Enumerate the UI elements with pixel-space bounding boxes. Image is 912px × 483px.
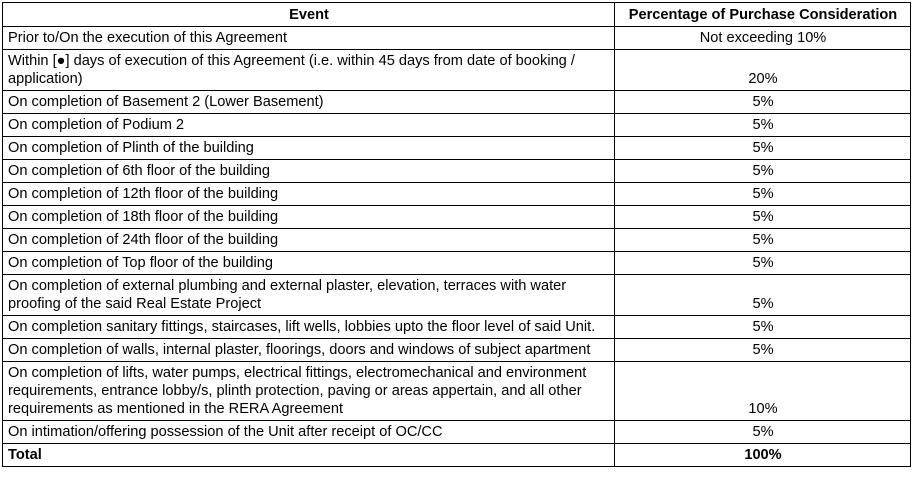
table-row xyxy=(3,50,911,91)
table-row xyxy=(3,362,911,421)
event-column-header: Event xyxy=(3,3,615,27)
percentage-cell: 5% xyxy=(615,316,911,339)
table-row xyxy=(3,339,911,362)
percentage-cell: 5% xyxy=(615,137,911,160)
table-row xyxy=(3,27,911,50)
percentage-cell: Not exceeding 10% xyxy=(615,27,911,50)
total-label: Total xyxy=(3,444,615,467)
event-cell: Within [●] days of execution of this Agreement (i.e. within 45 days from date of booking / application) xyxy=(3,50,615,91)
table-header-row xyxy=(3,3,911,27)
event-cell: On completion sanitary fittings, staircases, lift wells, lobbies upto the floor level of said Unit. xyxy=(3,316,615,339)
table-row xyxy=(3,229,911,252)
table-row xyxy=(3,114,911,137)
payment-schedule-table xyxy=(2,2,911,467)
event-cell: On completion of walls, internal plaster, floorings, doors and windows of subject apartment xyxy=(3,339,615,362)
event-cell: On completion of external plumbing and external plaster, elevation, terraces with water proofing of the said Real Estate Project xyxy=(3,275,615,316)
event-cell: On completion of Top floor of the building xyxy=(3,252,615,275)
event-cell: On completion of 12th floor of the building xyxy=(3,183,615,206)
percentage-cell: 5% xyxy=(615,183,911,206)
percentage-cell: 5% xyxy=(615,421,911,444)
table-row xyxy=(3,275,911,316)
table-row xyxy=(3,160,911,183)
event-cell: On completion of Podium 2 xyxy=(3,114,615,137)
percentage-cell: 10% xyxy=(615,362,911,421)
event-cell: On completion of 18th floor of the building xyxy=(3,206,615,229)
event-cell: On intimation/offering possession of the Unit after receipt of OC/CC xyxy=(3,421,615,444)
event-cell: On completion of Basement 2 (Lower Basement) xyxy=(3,91,615,114)
event-cell: Prior to/On the execution of this Agreement xyxy=(3,27,615,50)
percentage-cell: 5% xyxy=(615,252,911,275)
percentage-column-header: Percentage of Purchase Consideration xyxy=(615,3,911,27)
table-row xyxy=(3,91,911,114)
table-row xyxy=(3,137,911,160)
total-percentage: 100% xyxy=(615,444,911,467)
table-row xyxy=(3,206,911,229)
table-row xyxy=(3,421,911,444)
event-cell: On completion of Plinth of the building xyxy=(3,137,615,160)
percentage-cell: 5% xyxy=(615,339,911,362)
table-row xyxy=(3,316,911,339)
percentage-cell: 5% xyxy=(615,206,911,229)
percentage-cell: 5% xyxy=(615,229,911,252)
percentage-cell: 5% xyxy=(615,275,911,316)
event-cell: On completion of lifts, water pumps, electrical fittings, electromechanical and environment requirements, entrance lobby/s, plinth protection, paving or areas appertain, and all other requirements as mentioned in the RERA Agreement xyxy=(3,362,615,421)
percentage-cell: 5% xyxy=(615,114,911,137)
event-cell: On completion of 24th floor of the building xyxy=(3,229,615,252)
percentage-cell: 20% xyxy=(615,50,911,91)
percentage-cell: 5% xyxy=(615,91,911,114)
event-cell: On completion of 6th floor of the building xyxy=(3,160,615,183)
percentage-cell: 5% xyxy=(615,160,911,183)
table-row xyxy=(3,252,911,275)
total-row xyxy=(3,444,911,467)
table-row xyxy=(3,183,911,206)
